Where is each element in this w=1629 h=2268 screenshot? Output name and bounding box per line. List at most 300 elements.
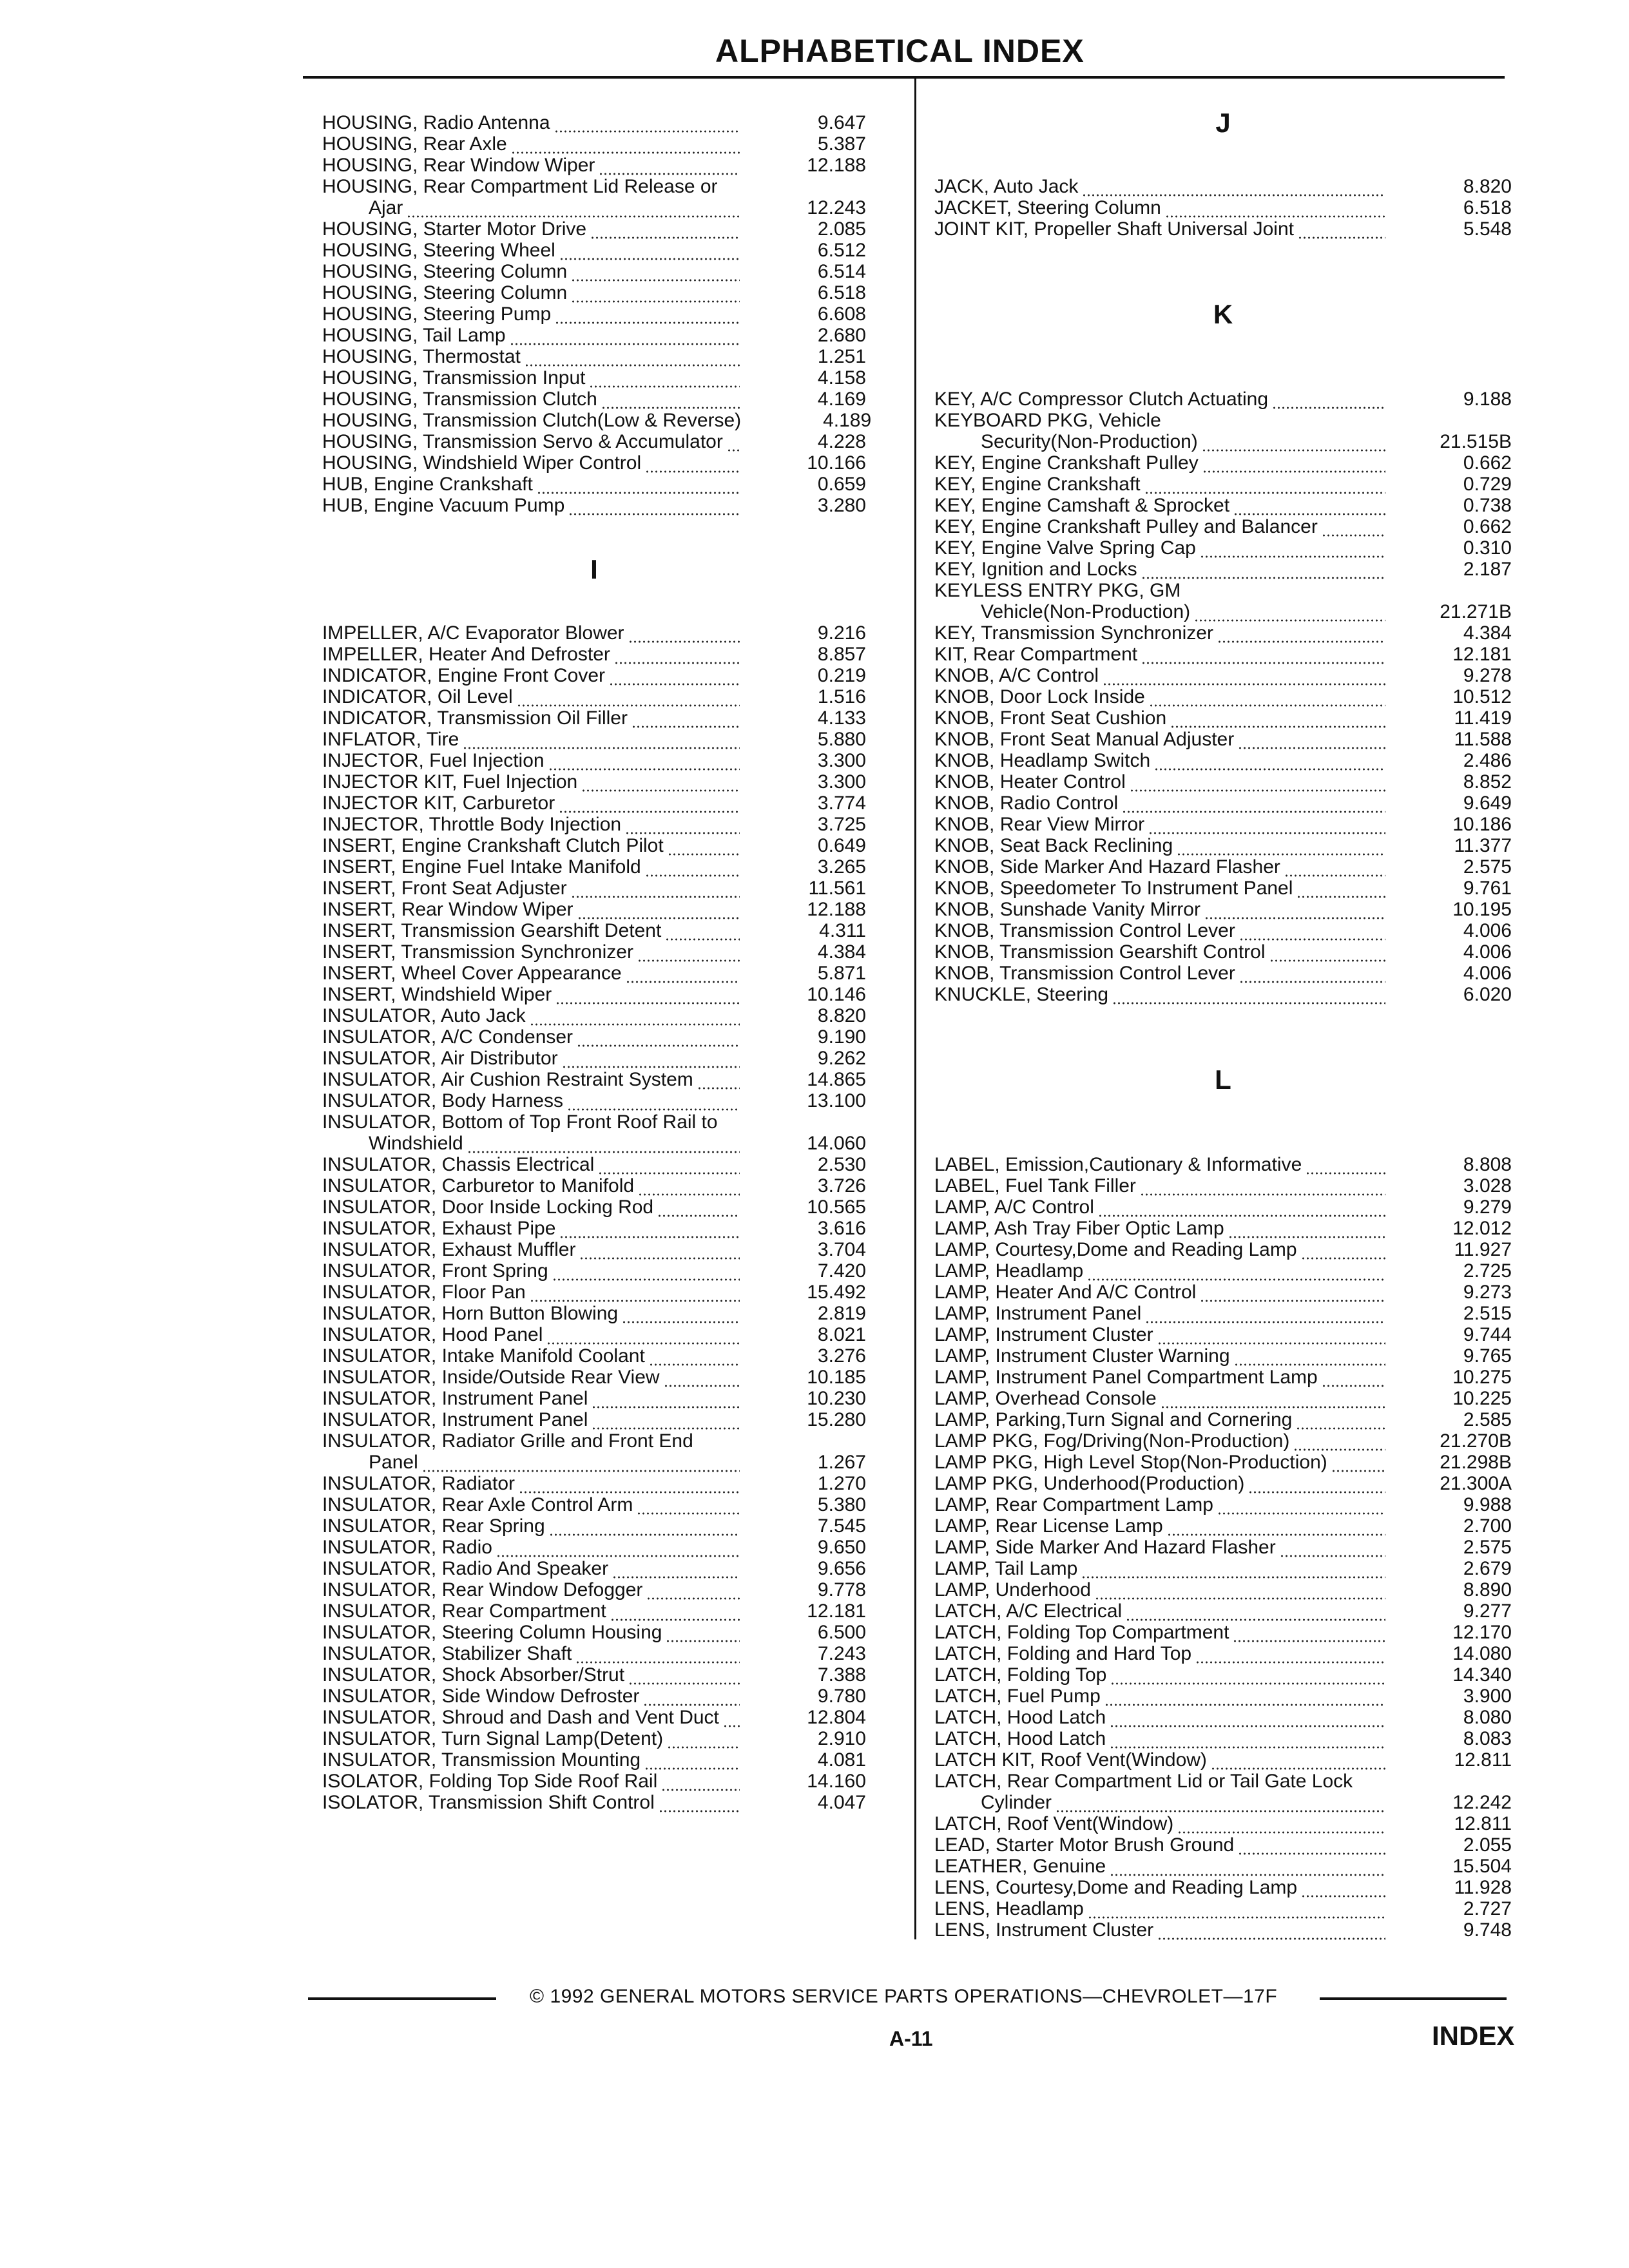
entry-name: INSULATOR, Hood Panel	[322, 1324, 543, 1345]
dot-leader	[664, 1383, 740, 1388]
index-entry	[934, 644, 1512, 665]
index-entry	[934, 1877, 1512, 1898]
dot-leader	[637, 957, 740, 963]
dot-leader	[622, 1319, 740, 1324]
dot-leader	[631, 724, 740, 729]
entry-name: KNOB, Transmission Gearshift Control	[934, 941, 1266, 963]
dot-leader	[598, 1170, 740, 1175]
dot-leader	[1233, 1638, 1385, 1643]
dot-leader	[1322, 532, 1385, 537]
index-entry	[322, 1494, 866, 1515]
dot-leader	[1238, 1850, 1385, 1856]
index-entry	[322, 410, 872, 431]
index-entry	[934, 771, 1512, 793]
entry-page: 2.187	[1463, 559, 1512, 580]
entry-name: LATCH, Roof Vent(Window)	[934, 1813, 1174, 1834]
index-entry	[934, 1303, 1512, 1324]
dot-leader	[1301, 1893, 1385, 1898]
entry-name: KNOB, Front Seat Cushion	[934, 707, 1167, 729]
entry-name: KNOB, Seat Back Reclining	[934, 835, 1173, 856]
entry-name: KEY, Engine Valve Spring Cap	[934, 537, 1196, 559]
dot-leader	[1195, 1659, 1385, 1664]
index-entry	[322, 1196, 866, 1218]
entry-page: 8.820	[817, 1005, 866, 1026]
dot-leader	[554, 128, 740, 133]
entry-name: INSULATOR, Carburetor to Manifold	[322, 1175, 635, 1196]
dot-leader	[626, 979, 740, 984]
dot-leader	[727, 447, 740, 452]
entry-name: IMPELLER, A/C Evaporator Blower	[322, 622, 624, 644]
entry-name: HUB, Engine Vacuum Pump	[322, 495, 565, 516]
entry-page: 21.270B	[1440, 1430, 1512, 1452]
index-entry	[934, 878, 1512, 899]
entry-name: INSULATOR, Bottom of Top Front Roof Rail to	[322, 1111, 718, 1133]
dot-leader	[601, 405, 740, 410]
index-entry	[322, 984, 866, 1005]
entry-name: HOUSING, Steering Wheel	[322, 240, 555, 261]
entry-page: 0.729	[1463, 474, 1512, 495]
entry-page: 11.561	[808, 878, 866, 899]
index-entry	[934, 793, 1512, 814]
dot-leader	[645, 468, 740, 474]
entry-page: 6.500	[817, 1622, 866, 1643]
entry-name: LAMP, Tail Lamp	[934, 1558, 1078, 1579]
dot-leader	[668, 851, 740, 856]
dot-leader	[1217, 1510, 1385, 1515]
dot-leader	[661, 1787, 740, 1792]
entry-name: LATCH, Hood Latch	[934, 1728, 1106, 1749]
dot-leader	[1112, 1000, 1385, 1005]
entry-name: LATCH, Folding Top Compartment	[934, 1622, 1229, 1643]
dot-leader	[1103, 681, 1385, 686]
dot-leader	[649, 1361, 740, 1367]
entry-page: 3.900	[1463, 1686, 1512, 1707]
index-entry	[934, 1600, 1512, 1622]
entry-name: KNOB, Radio Control	[934, 793, 1119, 814]
entry-page: 2.725	[1463, 1260, 1512, 1282]
entry-name: KNOB, Heater Control	[934, 771, 1126, 793]
index-entry	[322, 1728, 866, 1749]
entry-page: 7.243	[817, 1643, 866, 1664]
index-entry	[934, 665, 1512, 686]
entry-name: LENS, Instrument Cluster	[934, 1919, 1154, 1941]
entry-name: LAMP, Headlamp	[934, 1260, 1084, 1282]
entry-name: IMPELLER, Heater And Defroster	[322, 644, 610, 665]
index-entry	[934, 1749, 1512, 1771]
dot-leader	[638, 1191, 740, 1196]
entry-page: 2.530	[817, 1154, 866, 1175]
index-entry	[322, 899, 866, 920]
dot-leader	[1234, 1361, 1385, 1367]
index-entry	[934, 1664, 1512, 1686]
entry-page: 12.170	[1452, 1622, 1512, 1643]
entry-name: LATCH KIT, Roof Vent(Window)	[934, 1749, 1207, 1771]
index-entry	[934, 1622, 1512, 1643]
dot-leader	[1140, 1191, 1385, 1196]
entry-page: 10.186	[1452, 814, 1512, 835]
entry-page: 7.545	[817, 1515, 866, 1537]
entry-page: 14.340	[1452, 1664, 1512, 1686]
index-entry	[934, 1792, 1512, 1813]
dot-leader	[1200, 553, 1385, 559]
entry-name: INFLATOR, Tire	[322, 729, 459, 750]
index-entry	[934, 197, 1512, 218]
entry-page: 14.080	[1452, 1643, 1512, 1664]
index-entry	[322, 920, 866, 941]
index-entry	[322, 367, 866, 389]
dot-leader	[1272, 405, 1385, 410]
spacer	[934, 346, 1512, 367]
dot-leader	[1204, 915, 1385, 920]
entry-page: 1.251	[817, 346, 866, 367]
entry-page: 9.650	[817, 1537, 866, 1558]
dot-leader	[659, 1808, 740, 1813]
dot-leader	[1088, 1914, 1385, 1919]
entry-page: 0.219	[817, 665, 866, 686]
dot-leader	[581, 787, 740, 793]
entry-page: 4.228	[817, 431, 866, 452]
entry-page: 1.267	[817, 1452, 866, 1473]
index-entry	[322, 474, 866, 495]
entry-name: JACKET, Steering Column	[934, 197, 1161, 218]
index-entry	[322, 1664, 866, 1686]
dot-leader	[1233, 511, 1385, 516]
dot-leader	[577, 915, 740, 920]
entry-page: 21.271B	[1440, 601, 1512, 622]
entry-name: HOUSING, Transmission Clutch(Low & Reverse)	[322, 410, 742, 431]
entry-name: INSULATOR, Air Distributor	[322, 1048, 558, 1069]
dot-leader	[1217, 639, 1385, 644]
entry-name: KNOB, Rear View Mirror	[934, 814, 1145, 835]
entry-page: 8.080	[1463, 1707, 1512, 1728]
entry-name: INSERT, Engine Fuel Intake Manifold	[322, 856, 641, 878]
entry-page: 9.190	[817, 1026, 866, 1048]
entry-page: 2.575	[1463, 856, 1512, 878]
index-entry	[322, 261, 866, 282]
entry-page: 9.744	[1463, 1324, 1512, 1345]
entry-page: 2.819	[817, 1303, 866, 1324]
dot-leader	[559, 809, 740, 814]
index-entry	[934, 963, 1512, 984]
dot-leader	[723, 1723, 740, 1728]
dot-leader	[1239, 936, 1385, 941]
entry-name: INJECTOR, Fuel Injection	[322, 750, 545, 771]
entry-name: KNOB, Transmission Control Lever	[934, 963, 1235, 984]
entry-page: 5.880	[817, 729, 866, 750]
entry-page: 5.548	[1463, 218, 1512, 240]
entry-page: 10.185	[807, 1367, 866, 1388]
index-entry	[322, 112, 866, 133]
dot-leader	[530, 1298, 740, 1303]
dot-leader	[537, 490, 740, 495]
dot-leader	[1145, 1319, 1385, 1324]
entry-page: 10.275	[1452, 1367, 1512, 1388]
entry-name: LATCH, Hood Latch	[934, 1707, 1106, 1728]
entry-page: 7.420	[817, 1260, 866, 1282]
entry-page: 12.243	[807, 197, 866, 218]
entry-page: 4.311	[819, 920, 866, 941]
entry-page: 9.278	[1463, 665, 1512, 686]
entry-name: KNOB, Headlamp Switch	[934, 750, 1151, 771]
entry-page: 4.133	[817, 707, 866, 729]
entry-name: HOUSING, Starter Motor Drive	[322, 218, 587, 240]
entry-page: 2.515	[1463, 1303, 1512, 1324]
index-entry	[322, 133, 866, 155]
entry-name: INDICATOR, Engine Front Cover	[322, 665, 606, 686]
entry-name: HOUSING, Rear Axle	[322, 133, 507, 155]
entry-page: 8.808	[1463, 1154, 1512, 1175]
entry-name: LAMP, Instrument Panel Compartment Lamp	[934, 1367, 1318, 1388]
entry-page: 6.514	[817, 261, 866, 282]
entry-page: 11.419	[1454, 707, 1512, 729]
index-entry	[934, 984, 1512, 1005]
entry-page: 4.006	[1463, 963, 1512, 984]
entry-name: INJECTOR KIT, Carburetor	[322, 793, 555, 814]
index-entry	[934, 899, 1512, 920]
entry-name: ISOLATOR, Transmission Shift Control	[322, 1792, 655, 1813]
entry-name: HOUSING, Transmission Input	[322, 367, 586, 389]
entry-name: LAMP, Instrument Cluster	[934, 1324, 1153, 1345]
entry-name: KEY, Engine Camshaft & Sprocket	[934, 495, 1230, 516]
index-entry	[322, 325, 866, 346]
index-entry	[934, 1452, 1512, 1473]
entry-name: LAMP, Parking,Turn Signal and Cornering	[934, 1409, 1293, 1430]
index-entry	[322, 240, 866, 261]
index-entry	[934, 686, 1512, 707]
spacer	[934, 1133, 1512, 1154]
index-entry	[934, 1707, 1512, 1728]
entry-page: 12.181	[807, 1600, 866, 1622]
index-entry	[322, 707, 866, 729]
dot-leader	[559, 256, 740, 261]
entry-page: 8.852	[1463, 771, 1512, 793]
entry-page: 4.169	[817, 389, 866, 410]
dot-leader	[571, 277, 740, 282]
entry-name: INSULATOR, Rear Compartment	[322, 1600, 606, 1622]
index-entry	[322, 1686, 866, 1707]
index-entry	[322, 1600, 866, 1622]
entry-name: KEY, A/C Compressor Clutch Actuating	[934, 389, 1269, 410]
index-entry	[322, 346, 866, 367]
entry-page: 10.146	[807, 984, 866, 1005]
entry-page: 9.216	[817, 622, 866, 644]
dot-leader	[1170, 724, 1385, 729]
entry-name: HOUSING, Tail Lamp	[322, 325, 506, 346]
entry-page: 2.085	[817, 218, 866, 240]
entry-page: 3.280	[817, 495, 866, 516]
entry-name: LATCH, Fuel Pump	[934, 1686, 1101, 1707]
entry-name: LAMP, Side Marker And Hazard Flasher	[934, 1537, 1276, 1558]
entry-page: 14.865	[807, 1069, 866, 1090]
dot-leader	[1167, 1532, 1385, 1537]
index-entry	[322, 452, 866, 474]
index-entry	[934, 1282, 1512, 1303]
index-entry	[934, 707, 1512, 729]
entry-name: INSULATOR, Rear Axle Control Arm	[322, 1494, 633, 1515]
index-entry	[934, 1919, 1512, 1941]
dot-leader	[1293, 1446, 1385, 1452]
dot-leader	[1202, 468, 1385, 474]
dot-leader	[1148, 830, 1385, 835]
index-entry	[322, 1749, 866, 1771]
index-entry	[934, 431, 1512, 452]
dot-leader	[525, 362, 740, 367]
entry-page: 10.195	[1452, 899, 1512, 920]
index-entry	[934, 1728, 1512, 1749]
index-entry	[934, 495, 1512, 516]
dot-leader	[568, 511, 740, 516]
entry-page: 3.725	[817, 814, 866, 835]
index-entry	[934, 516, 1512, 537]
entry-name: HUB, Engine Crankshaft	[322, 474, 533, 495]
dot-leader	[511, 149, 740, 155]
spacer	[934, 240, 1512, 261]
index-entry	[934, 1175, 1512, 1196]
dot-leader	[1141, 575, 1385, 580]
entry-name: LATCH, A/C Electrical	[934, 1600, 1123, 1622]
entry-name: KNOB, Front Seat Manual Adjuster	[934, 729, 1235, 750]
dot-leader	[555, 1000, 740, 1005]
index-entry	[934, 1430, 1512, 1452]
index-entry	[934, 622, 1512, 644]
entry-name: LAMP, A/C Control	[934, 1196, 1094, 1218]
dot-leader	[1055, 1808, 1385, 1813]
dot-leader	[1081, 1574, 1385, 1579]
entry-page: 11.927	[1454, 1239, 1512, 1260]
entry-page: 8.890	[1463, 1579, 1512, 1600]
entry-name: LABEL, Emission,Cautionary & Informative	[934, 1154, 1302, 1175]
entry-name: INSULATOR, Horn Button Blowing	[322, 1303, 619, 1324]
index-entry	[322, 1771, 866, 1792]
index-entry	[934, 750, 1512, 771]
index-entry	[934, 389, 1512, 410]
index-entry	[934, 1260, 1512, 1282]
dot-leader	[496, 1553, 740, 1558]
entry-name: LAMP, Ash Tray Fiber Optic Lamp	[934, 1218, 1224, 1239]
entry-name: HOUSING, Thermostat	[322, 346, 521, 367]
index-entry	[322, 665, 866, 686]
entry-page: 2.910	[817, 1728, 866, 1749]
entry-page: 3.265	[817, 856, 866, 878]
dot-leader	[1122, 809, 1385, 814]
dot-leader	[1082, 192, 1385, 197]
index-entry	[322, 1048, 866, 1069]
index-entry	[322, 1643, 866, 1664]
index-entry	[934, 1686, 1512, 1707]
entry-page: 9.748	[1463, 1919, 1512, 1941]
index-entry	[322, 1239, 866, 1260]
entry-name: INSULATOR, Radio And Speaker	[322, 1558, 609, 1579]
section-letter: I	[590, 554, 598, 584]
entry-name: INDICATOR, Oil Level	[322, 686, 513, 707]
entry-page: 0.662	[1463, 452, 1512, 474]
entry-name: INSULATOR, Turn Signal Lamp(Detent)	[322, 1728, 664, 1749]
index-entry	[322, 303, 866, 325]
entry-name: INSULATOR, Exhaust Muffler	[322, 1239, 576, 1260]
index-entry	[322, 218, 866, 240]
entry-name: LATCH, Folding Top	[934, 1664, 1107, 1686]
index-entry	[934, 1218, 1512, 1239]
index-entry	[934, 856, 1512, 878]
index-entry	[322, 1452, 866, 1473]
dot-leader	[1104, 1702, 1385, 1707]
entry-name: Windshield	[369, 1133, 463, 1154]
index-entry	[934, 537, 1512, 559]
dot-leader	[637, 1510, 740, 1515]
index-entry	[934, 1196, 1512, 1218]
dot-leader	[612, 1574, 740, 1579]
index-entry	[934, 474, 1512, 495]
entry-name: KEYBOARD PKG, Vehicle	[934, 410, 1161, 431]
dot-leader	[1098, 1213, 1385, 1218]
dot-leader	[1298, 235, 1385, 240]
entry-page: 15.492	[807, 1282, 866, 1303]
entry-page: 9.262	[817, 1048, 866, 1069]
entry-name: INSULATOR, Air Cushion Restraint System	[322, 1069, 693, 1090]
spacer	[934, 1005, 1512, 1026]
spacer	[322, 516, 866, 537]
entry-name: INSULATOR, Side Window Defroster	[322, 1686, 640, 1707]
dot-leader	[1296, 1425, 1385, 1430]
dot-leader	[1228, 1234, 1385, 1239]
index-entry	[322, 1622, 866, 1643]
index-entry	[934, 941, 1512, 963]
dot-leader	[1157, 1936, 1385, 1941]
index-entry	[322, 1111, 866, 1133]
index-entry	[934, 1771, 1512, 1792]
index-entry	[934, 1813, 1512, 1834]
index-entry	[322, 1345, 866, 1367]
entry-name: INSERT, Engine Crankshaft Clutch Pilot	[322, 835, 664, 856]
dot-leader	[1130, 787, 1385, 793]
entry-name: INSULATOR, Front Spring	[322, 1260, 548, 1282]
dot-leader	[1284, 872, 1385, 878]
index-entry	[322, 282, 866, 303]
entry-name: LENS, Headlamp	[934, 1898, 1084, 1919]
entry-name: INSULATOR, Instrument Panel	[322, 1409, 588, 1430]
dot-leader	[1144, 490, 1385, 495]
index-entry	[322, 389, 866, 410]
entry-name: KEY, Engine Crankshaft	[934, 474, 1141, 495]
dot-leader	[1194, 617, 1385, 622]
index-entry	[934, 835, 1512, 856]
index-entry	[322, 622, 866, 644]
entry-name: INSERT, Windshield Wiper	[322, 984, 552, 1005]
page-title: ALPHABETICAL INDEX	[715, 33, 1084, 69]
spacer	[934, 367, 1512, 389]
entry-name: INSULATOR, Shock Absorber/Strut	[322, 1664, 625, 1686]
entry-page: 8.083	[1463, 1728, 1512, 1749]
dot-leader	[643, 1702, 740, 1707]
dot-leader	[1141, 660, 1385, 665]
dot-leader	[628, 639, 740, 644]
dot-leader	[467, 1149, 740, 1154]
dot-leader	[1154, 766, 1385, 771]
entry-page: 2.700	[1463, 1515, 1512, 1537]
index-entry	[934, 580, 1512, 601]
entry-page: 3.300	[817, 771, 866, 793]
entry-name: LAMP PKG, High Level Stop(Non-Production)	[934, 1452, 1327, 1473]
index-entry	[322, 1069, 866, 1090]
dot-leader	[1126, 1617, 1385, 1622]
index-entry	[934, 729, 1512, 750]
index-entry	[934, 1388, 1512, 1409]
entry-name: INSULATOR, Rear Spring	[322, 1515, 545, 1537]
entry-page: 11.377	[1454, 835, 1512, 856]
index-entry	[322, 814, 866, 835]
entry-name: Security(Non-Production)	[981, 431, 1198, 452]
dot-leader	[546, 1340, 740, 1345]
